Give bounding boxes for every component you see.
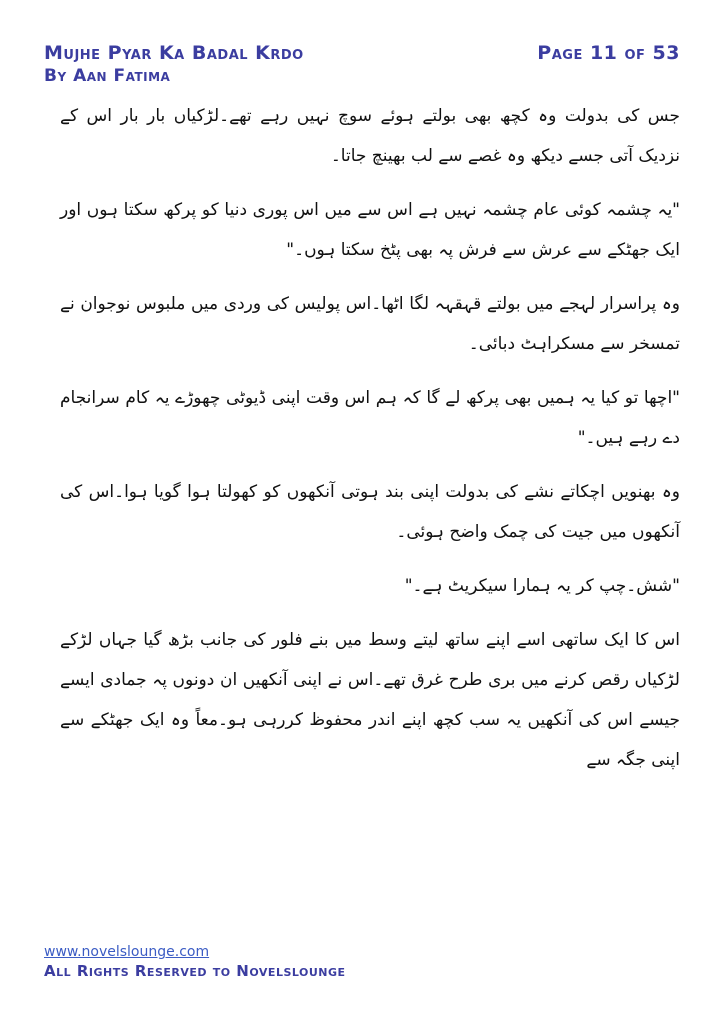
paragraph: وہ بھنویں اچکاتے نشے کی بدولت اپنی بند ہوتی آنکھوں کو کھولتا ہوا گویا ہوا۔اس کی آنکھوں میں جیت کی چمک واضح ہوئی۔ [60,482,680,542]
story-text [60,96,680,794]
paragraph: اس کا ایک ساتھی اسے اپنے ساتھ لیتے وسط میں بنے فلور کی جانب بڑھ گیا جہاں لڑکے لڑکیاں رقص کرنے میں بری طرح غرق تھے۔اس نے اپنی آنکھیں ان دونوں پہ جمادی ایسے جیسے اس کی آنکھیں یہ سب کچھ اپنے اندر محفوظ کررہی ہو۔معاً وہ ایک جھٹکے سے اپنی جگہ سے [60,630,680,770]
author-name: By Aan Fatima [44,66,171,86]
page-number: Page 11 of 53 [537,42,680,64]
website-link[interactable]: www.novelslounge.com [44,944,210,960]
page-footer [44,944,444,980]
paragraph: "اچھا تو کیا یہ ہمیں بھی پرکھ لے گا کہ ہم اس وقت اپنی ڈیوٹی چھوڑے یہ کام سرانجام دے رہے ہیں۔" [60,388,680,448]
novel-title: Mujhe Pyar Ka Badal Krdo [44,42,304,64]
paragraph: جس کی بدولت وہ کچھ بھی بولتے ہوئے سوچ نہیں رہے تھے۔لڑکیاں بار بار اس کے نزدیک آتی جسے دیکھ وہ غصے سے لب بھینچ جاتا۔ [60,106,680,166]
paragraph: "شش۔چپ کر یہ ہمارا سیکریٹ ہے۔" [404,576,680,596]
paragraph: "یہ چشمہ کوئی عام چشمہ نہیں ہے اس سے میں اس پوری دنیا کو پرکھ سکتا ہوں اور ایک جھٹکے سے عرش سے فرش پہ بھی پٹخ سکتا ہوں۔" [60,200,680,260]
paragraph: وہ پراسرار لہجے میں بولتے قہقہہ لگا اٹھا۔اس پولیس کی وردی میں ملبوس نوجوان نے تمسخر سے مسکراہٹ دبائی۔ [60,294,680,354]
rights-notice: All Rights Reserved to Novelslounge [44,962,346,980]
